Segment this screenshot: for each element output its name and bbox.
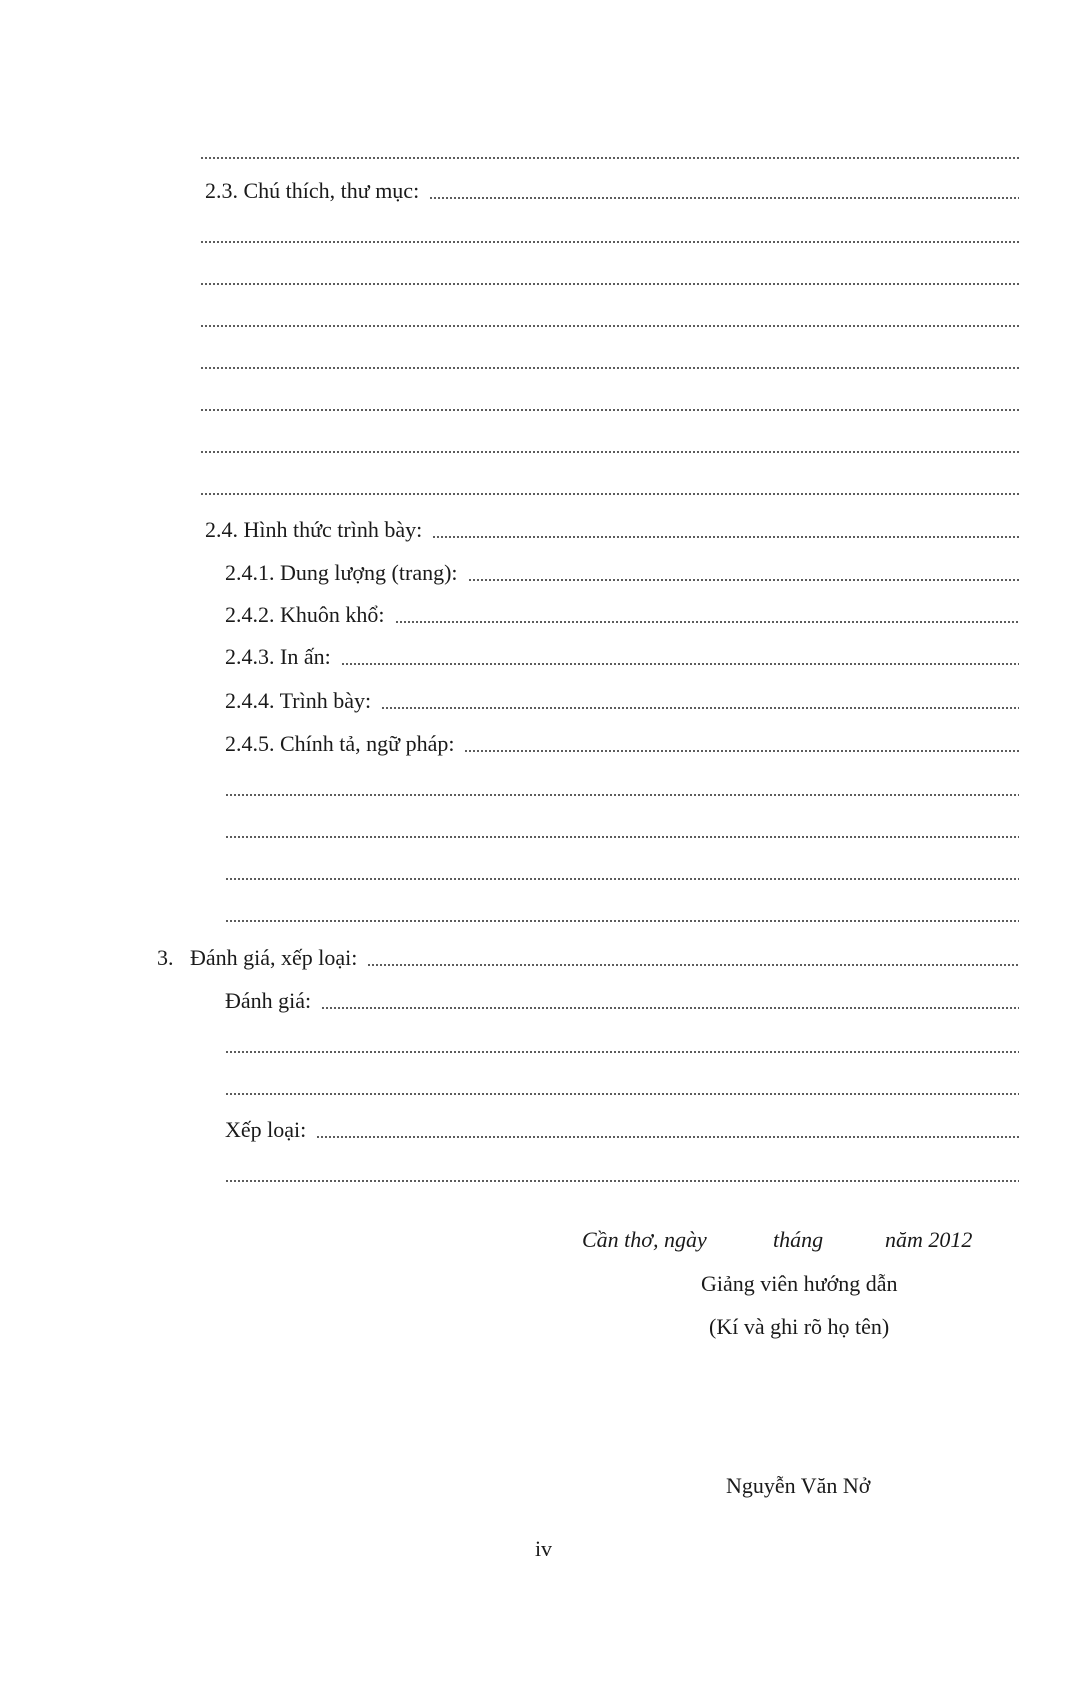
dot-leader — [200, 283, 1019, 285]
field-label: 3. Đánh giá, xếp loại: — [157, 945, 358, 970]
dot-leader — [367, 964, 1019, 966]
field-label: Xếp loại: — [225, 1117, 307, 1142]
date-place-label: Cần thơ, ngày — [582, 1227, 707, 1252]
supervisor-name: Nguyễn Văn Nở — [726, 1473, 871, 1498]
field-label: 2.3. Chú thích, thư mục: — [205, 178, 420, 203]
dot-leader — [381, 707, 1019, 709]
field-printing — [225, 640, 1019, 670]
field-spelling-grammar — [225, 727, 1019, 757]
dot-leader — [316, 1136, 1019, 1138]
dot-leader — [321, 1007, 1019, 1009]
dotted-line — [200, 260, 1019, 290]
field-annotations-bibliography — [205, 174, 1019, 204]
dot-leader — [225, 1180, 1019, 1182]
dot-leader — [468, 579, 1019, 581]
signature-instruction: (Kí và ghi rõ họ tên) — [709, 1314, 890, 1339]
dotted-line — [225, 771, 1019, 801]
dotted-line — [200, 428, 1019, 458]
dotted-line — [200, 386, 1019, 416]
dotted-line — [225, 813, 1019, 843]
field-evaluation — [225, 984, 1019, 1014]
field-label: Đánh giá: — [225, 988, 312, 1013]
dot-leader — [200, 157, 1019, 159]
page-number: iv — [534, 1536, 553, 1561]
field-layout — [225, 684, 1019, 714]
field-presentation-form — [205, 513, 1019, 543]
dotted-line — [200, 470, 1019, 500]
field-format — [225, 598, 1019, 628]
dot-leader — [464, 750, 1019, 752]
dot-leader — [225, 794, 1019, 796]
date-year-label: năm 2012 — [885, 1227, 973, 1252]
dot-leader — [200, 241, 1019, 243]
dotted-line — [200, 302, 1019, 332]
field-label: 2.4.1. Dung lượng (trang): — [225, 560, 458, 585]
dot-leader — [395, 621, 1020, 623]
dotted-line — [200, 218, 1019, 248]
dot-leader — [341, 663, 1019, 665]
field-page-count — [225, 556, 1019, 586]
field-evaluation-classification — [157, 941, 1019, 971]
supervisor-role: Giảng viên hướng dẫn — [701, 1271, 898, 1296]
dot-leader — [225, 878, 1019, 880]
dotted-line — [225, 897, 1019, 927]
dot-leader — [200, 493, 1019, 495]
dot-leader — [225, 920, 1019, 922]
dotted-line — [225, 1070, 1019, 1100]
date-month-label: tháng — [773, 1227, 824, 1252]
dot-leader — [225, 836, 1019, 838]
field-classification — [225, 1113, 1019, 1143]
dot-leader — [200, 451, 1019, 453]
field-label: 2.4.5. Chính tả, ngữ pháp: — [225, 731, 455, 756]
dot-leader — [200, 367, 1019, 369]
field-label: 2.4.4. Trình bày: — [225, 688, 372, 713]
dot-leader — [225, 1093, 1019, 1095]
dot-leader — [429, 197, 1019, 199]
dotted-line — [225, 855, 1019, 885]
field-label: 2.4.2. Khuôn khổ: — [225, 602, 385, 627]
dot-leader — [200, 409, 1019, 411]
dotted-line — [200, 344, 1019, 374]
field-label: 2.4.3. In ấn: — [225, 644, 331, 669]
dotted-line — [225, 1028, 1019, 1058]
dot-leader — [432, 536, 1019, 538]
dotted-line — [200, 134, 1019, 164]
dotted-line — [225, 1157, 1019, 1187]
dot-leader — [200, 325, 1019, 327]
field-label: 2.4. Hình thức trình bày: — [205, 517, 423, 542]
dot-leader — [225, 1051, 1019, 1053]
